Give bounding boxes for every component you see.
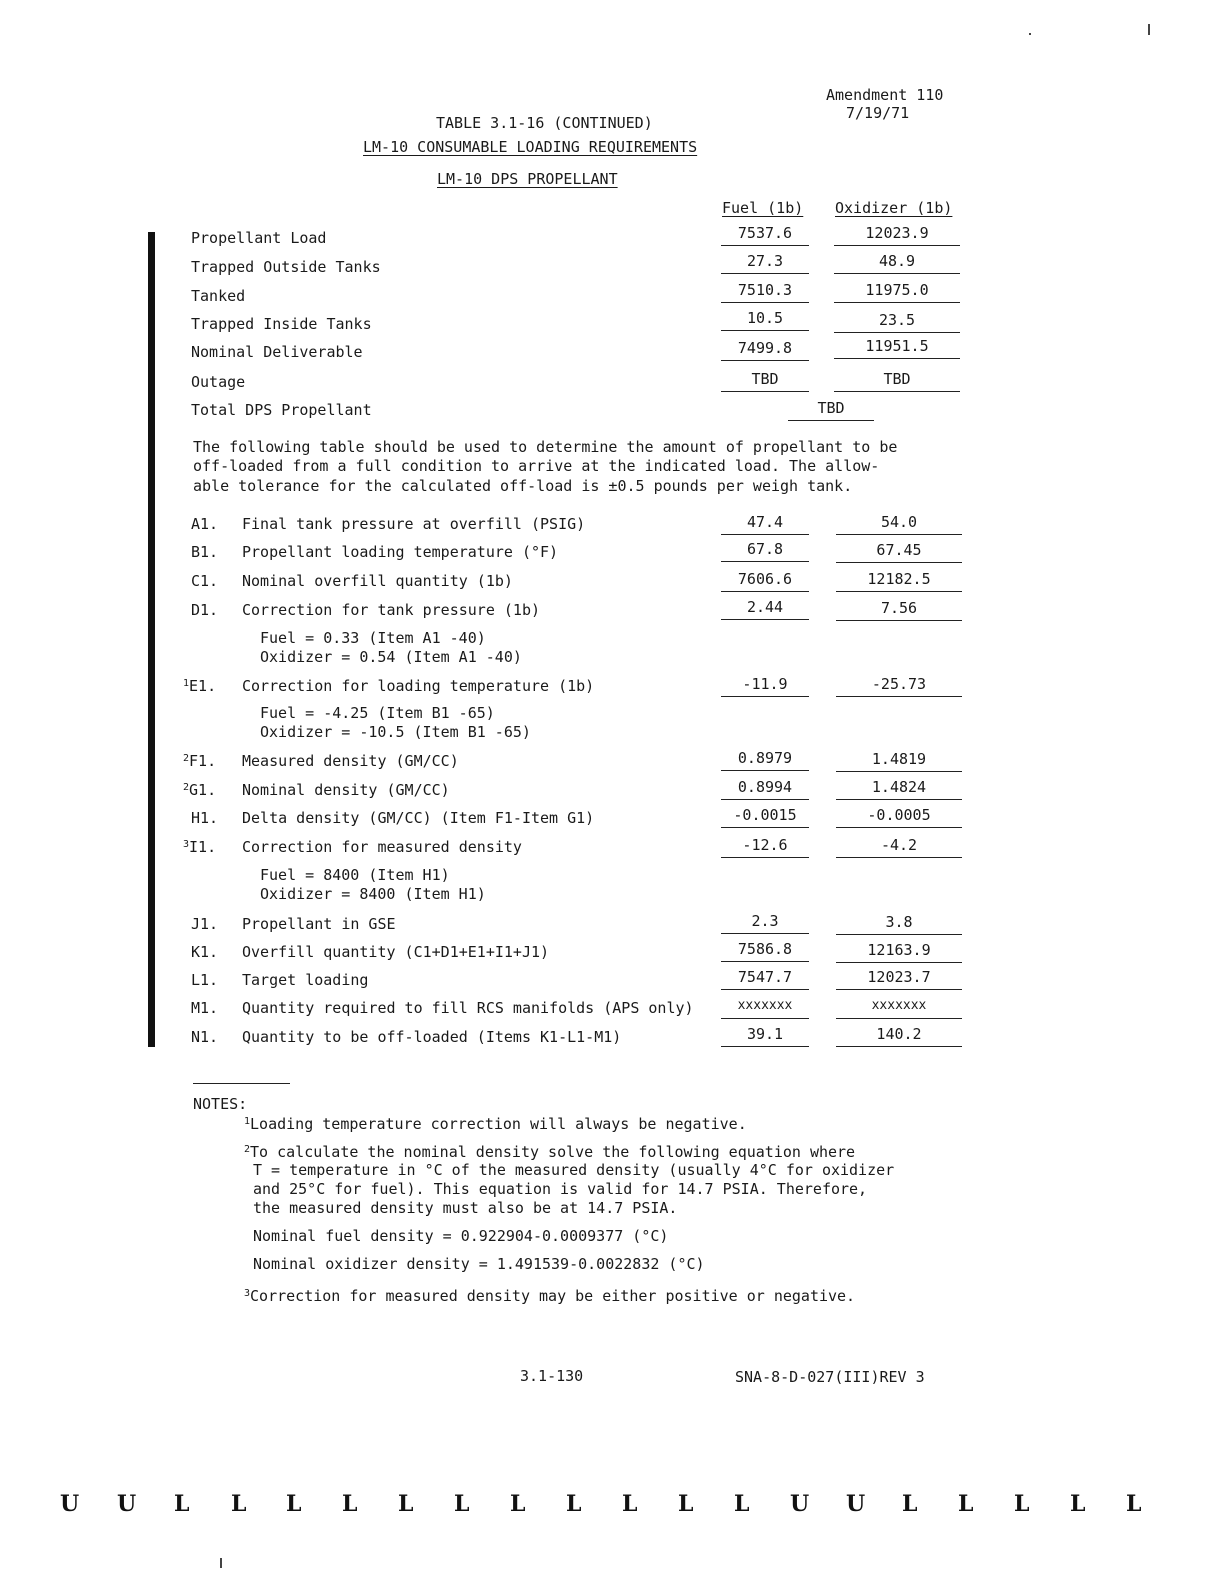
item-code: N1.	[191, 1028, 219, 1046]
notes-divider	[193, 1083, 290, 1084]
summary-fuel-value: 7537.6	[721, 223, 809, 246]
note-2: $^2$To calculate the nominal density solve the following equation where	[244, 1143, 856, 1161]
item-oxidizer-value: 1.4824	[836, 777, 962, 800]
item-description: Nominal density (GM/CC)	[242, 781, 450, 799]
item-code: M1.	[191, 999, 219, 1017]
item-formula: Oxidizer = -10.5 (Item B1 -65)	[260, 723, 531, 741]
scan-mark: U	[60, 1491, 80, 1517]
summary-label: Trapped Inside Tanks	[191, 315, 372, 333]
item-formula: Fuel = 8400 (Item H1)	[260, 866, 450, 884]
scan-mark: L	[174, 1491, 190, 1517]
scan-mark: L	[958, 1491, 974, 1517]
item-fuel-value: -11.9	[721, 674, 809, 697]
item-description: Propellant in GSE	[242, 915, 396, 933]
item-code: L1.	[191, 971, 219, 989]
summary-fuel-value: TBD	[721, 369, 809, 392]
item-code: $^2$F1.	[183, 752, 217, 770]
scan-mark: L	[1070, 1491, 1086, 1517]
intro-line: off-loaded from a full condition to arrive at the indicated load. The allow-	[193, 457, 880, 475]
scan-mark: L	[231, 1491, 247, 1517]
fuel-column-header: Fuel (1b)	[722, 199, 804, 217]
item-oxidizer-value: -4.2	[836, 835, 962, 858]
summary-fuel-value: 10.5	[721, 308, 809, 331]
item-fuel-value: 0.8979	[721, 748, 809, 771]
item-fuel-value: 7606.6	[721, 569, 809, 592]
scan-mark: L	[622, 1491, 638, 1517]
scan-speck	[1029, 33, 1031, 35]
intro-line: The following table should be used to determine the amount of propellant to be	[193, 438, 898, 456]
scan-mark: L	[566, 1491, 582, 1517]
item-oxidizer-value: 12023.7	[836, 967, 962, 990]
scan-mark: L	[454, 1491, 470, 1517]
amendment-date: 7/19/71	[846, 104, 910, 122]
summary-label: Propellant Load	[191, 229, 327, 247]
item-oxidizer-value: 54.0	[836, 512, 962, 535]
note-2-line: and 25°C for fuel). This equation is valid for 14.7 PSIA. Therefore,	[253, 1180, 868, 1198]
scan-marks-row	[60, 1491, 1160, 1517]
note-1: $^1$Loading temperature correction will always be negative.	[244, 1115, 747, 1133]
item-code: B1.	[191, 543, 219, 561]
item-description: Correction for measured density	[242, 838, 522, 856]
item-description: Final tank pressure at overfill (PSIG)	[242, 515, 586, 533]
item-fuel-value: -0.0015	[721, 805, 809, 828]
item-description: Delta density (GM/CC) (Item F1-Item G1)	[242, 809, 595, 827]
item-code: $^2$G1.	[183, 781, 217, 799]
item-code: J1.	[191, 915, 219, 933]
intro-line: able tolerance for the calculated off-load is ±0.5 pounds per weigh tank.	[193, 477, 853, 495]
page-number: 3.1-130	[520, 1367, 584, 1385]
summary-oxidizer-value: 12023.9	[834, 223, 960, 246]
notes-heading: NOTES:	[193, 1095, 248, 1113]
total-label: Total DPS Propellant	[191, 401, 372, 419]
item-formula: Oxidizer = 0.54 (Item A1 -40)	[260, 648, 522, 666]
total-value: TBD	[788, 398, 874, 421]
scan-mark: L	[734, 1491, 750, 1517]
scan-speck	[1148, 24, 1150, 35]
fuel-density-equation: Nominal fuel density = 0.922904-0.0009377 (°C)	[253, 1227, 669, 1245]
item-oxidizer-value: 12182.5	[836, 569, 962, 592]
oxidizer-column-header: Oxidizer (1b)	[835, 199, 953, 217]
item-oxidizer-value: 67.45	[836, 540, 962, 563]
summary-label: Nominal Deliverable	[191, 343, 363, 361]
item-oxidizer-value: 12163.9	[836, 940, 962, 963]
scan-mark: U	[790, 1491, 810, 1517]
item-oxidizer-value: -25.73	[836, 674, 962, 697]
scan-mark: L	[286, 1491, 302, 1517]
section-title: LM-10 DPS PROPELLANT	[437, 170, 618, 188]
scan-mark: L	[510, 1491, 526, 1517]
summary-oxidizer-value: 23.5	[834, 310, 960, 333]
item-code: C1.	[191, 572, 219, 590]
item-formula: Fuel = 0.33 (Item A1 -40)	[260, 629, 486, 647]
scan-mark: L	[1126, 1491, 1142, 1517]
item-oxidizer-value: xxxxxxx	[836, 996, 962, 1019]
item-code: D1.	[191, 601, 219, 619]
item-fuel-value: 39.1	[721, 1024, 809, 1047]
oxidizer-density-equation: Nominal oxidizer density = 1.491539-0.0022832 (°C)	[253, 1255, 705, 1273]
item-description: Overfill quantity (C1+D1+E1+I1+J1)	[242, 943, 550, 961]
item-fuel-value: -12.6	[721, 835, 809, 858]
summary-label: Outage	[191, 373, 246, 391]
item-fuel-value: 67.8	[721, 539, 809, 562]
item-description: Measured density (GM/CC)	[242, 752, 459, 770]
item-code: $^3$I1.	[183, 838, 217, 856]
summary-fuel-value: 7499.8	[721, 338, 809, 361]
note-2-line: T = temperature in °C of the measured density (usually 4°C for oxidizer	[253, 1161, 895, 1179]
document-number: SNA-8-D-027(III)REV 3	[735, 1368, 925, 1386]
scan-mark: L	[398, 1491, 414, 1517]
item-description: Correction for loading temperature (1b)	[242, 677, 595, 695]
scan-mark: L	[902, 1491, 918, 1517]
revision-change-bar	[148, 232, 155, 1047]
item-fuel-value: 2.3	[721, 911, 809, 934]
item-code: K1.	[191, 943, 219, 961]
summary-fuel-value: 7510.3	[721, 280, 809, 303]
item-description: Quantity to be off-loaded (Items K1-L1-M1)	[242, 1028, 622, 1046]
summary-fuel-value: 27.3	[721, 251, 809, 274]
item-fuel-value: xxxxxxx	[721, 996, 809, 1019]
item-oxidizer-value: 1.4819	[836, 749, 962, 772]
item-formula: Oxidizer = 8400 (Item H1)	[260, 885, 486, 903]
table-title: TABLE 3.1-16 (CONTINUED)	[436, 114, 653, 132]
item-fuel-value: 7586.8	[721, 939, 809, 962]
amendment-label: Amendment 110	[826, 86, 944, 104]
scan-mark: U	[846, 1491, 866, 1517]
note-2-line: the measured density must also be at 14.7 PSIA.	[253, 1199, 678, 1217]
table-subtitle: LM-10 CONSUMABLE LOADING REQUIREMENTS	[363, 138, 698, 156]
item-description: Correction for tank pressure (1b)	[242, 601, 541, 619]
scan-mark: L	[678, 1491, 694, 1517]
item-oxidizer-value: 7.56	[836, 598, 962, 621]
summary-oxidizer-value: TBD	[834, 369, 960, 392]
item-oxidizer-value: -0.0005	[836, 805, 962, 828]
summary-label: Tanked	[191, 287, 246, 305]
item-description: Target loading	[242, 971, 369, 989]
scan-speck	[220, 1558, 222, 1568]
item-description: Nominal overfill quantity (1b)	[242, 572, 513, 590]
item-fuel-value: 2.44	[721, 597, 809, 620]
summary-oxidizer-value: 48.9	[834, 251, 960, 274]
item-description: Quantity required to fill RCS manifolds (APS only)	[242, 999, 694, 1017]
scan-mark: L	[1014, 1491, 1030, 1517]
note-3: $^3$Correction for measured density may be either positive or negative.	[244, 1287, 856, 1305]
item-oxidizer-value: 3.8	[836, 912, 962, 935]
summary-oxidizer-value: 11975.0	[834, 280, 960, 303]
item-code: $^1$E1.	[183, 677, 217, 695]
summary-label: Trapped Outside Tanks	[191, 258, 381, 276]
scan-mark: L	[342, 1491, 358, 1517]
item-description: Propellant loading temperature (°F)	[242, 543, 559, 561]
item-code: H1.	[191, 809, 219, 827]
item-fuel-value: 47.4	[721, 512, 809, 535]
item-fuel-value: 7547.7	[721, 967, 809, 990]
item-fuel-value: 0.8994	[721, 777, 809, 800]
summary-oxidizer-value: 11951.5	[834, 336, 960, 359]
item-oxidizer-value: 140.2	[836, 1024, 962, 1047]
scan-mark: U	[117, 1491, 137, 1517]
item-code: A1.	[191, 515, 219, 533]
item-formula: Fuel = -4.25 (Item B1 -65)	[260, 704, 495, 722]
